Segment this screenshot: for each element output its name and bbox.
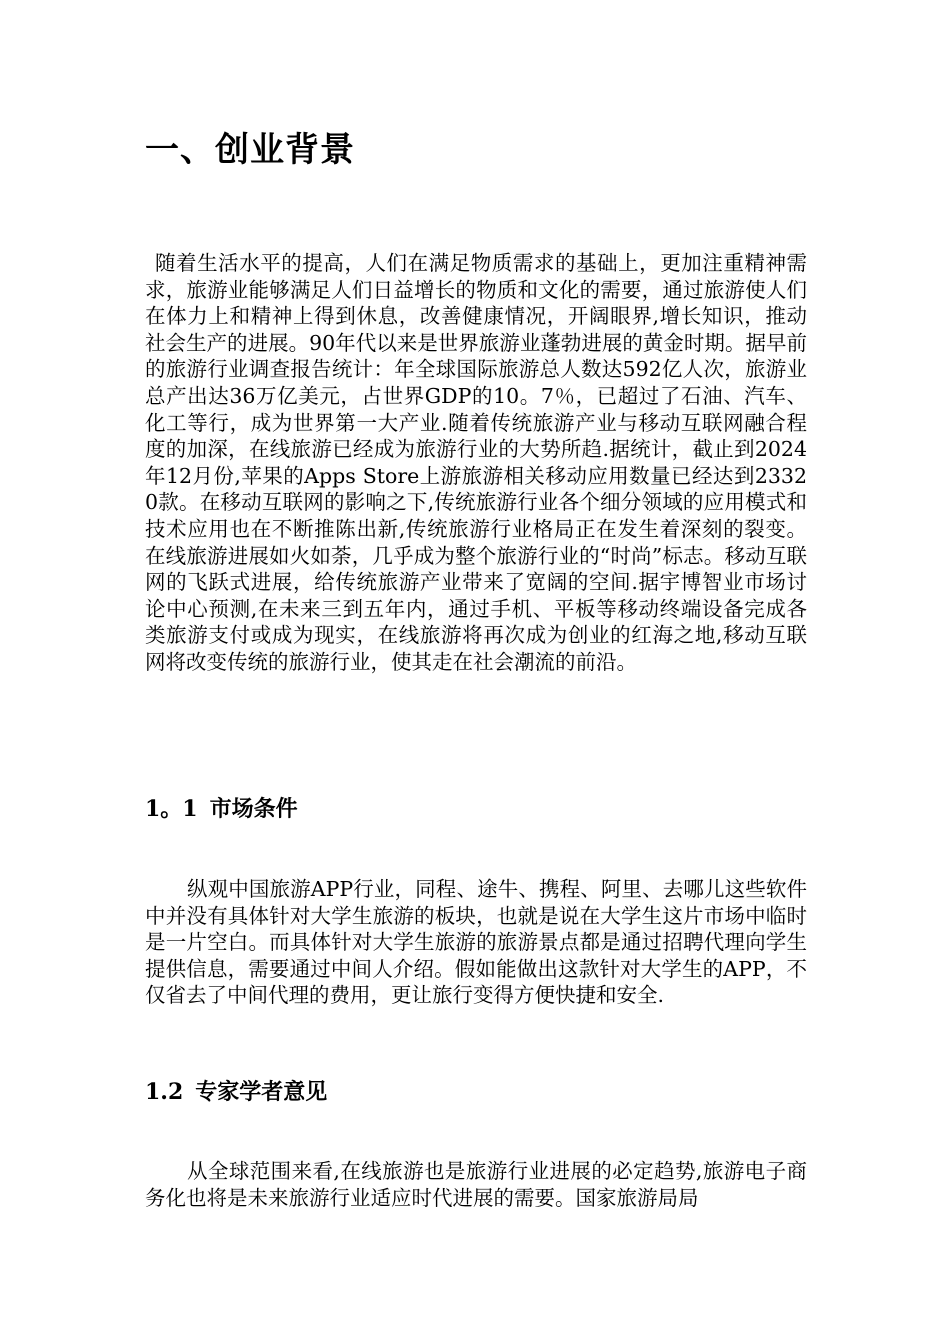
document-title: 一、创业背景: [145, 130, 355, 170]
section-paragraph-experts: 从全球范围来看,在线旅游也是旅游行业进展的必定趋势,旅游电子商务化也将是未来旅游行业适应时代进展的需要。国家旅游局局: [145, 1159, 807, 1210]
section-title: 市场条件: [209, 796, 298, 822]
section-title: 专家学者意见: [195, 1079, 328, 1105]
section-heading-experts: [145, 1077, 327, 1107]
section-paragraph-market: 纵观中国旅游APP行业，同程、途牛、携程、阿里、去哪儿这些软件中并没有具体针对大学生旅游的板块，也就是说在大学生这片市场中临时是一片空白。而具体针对大学生旅游的旅游景点都是通过招聘代理向学生提供信息，需要通过中间人介绍。假如能做出这款针对大学生的APP，不仅省去了中间代理的费用，更让旅行变得方便快捷和安全.: [145, 877, 807, 1008]
section-number: 1。1: [145, 796, 198, 822]
section-heading-market: [145, 794, 298, 824]
intro-paragraph: 随着生活水平的提高，人们在满足物质需求的基础上，更加注重精神需求，旅游业能够满足人们日益增长的物质和文化的需要，通过旅游使人们在体力上和精神上得到休息，改善健康情况，开阔眼界,增长知识，推动社会生产的进展。90年代以来是世界旅游业蓬勃进展的黄金时期。据早前的旅游行业调查报告统计：年全球国际旅游总人数达592亿人次，旅游业总产出达36万亿美元，占世界GDP的10。7％，已超过了石油、汽车、化工等行，成为世界第一大产业.随着传统旅游产业与移动互联网融合程度的加深，在线旅游已经成为旅游行业的大势所趋.据统计，截止到2024年12月份,苹果的Apps Store上游旅游相关移动应用数量已经达到23320款。在移动互联网的影响之下,传统旅游行业各个细分领域的应用模式和技术应用也在不断推陈出新,传统旅游行业格局正在发生着深刻的裂变。在线旅游进展如火如荼，几乎成为整个旅游行业的“时尚”标志。移动互联网的飞跃式进展，给传统旅游产业带来了宽阔的空间.据宇博智业市场讨论中心预测,在未来三到五年内，通过手机、平板等移动终端设备完成各类旅游支付或成为现实，在线旅游将再次成为创业的红海之地,移动互联网将改变传统的旅游行业，使其走在社会潮流的前沿。: [145, 251, 807, 674]
section-number: 1.2: [145, 1079, 184, 1105]
